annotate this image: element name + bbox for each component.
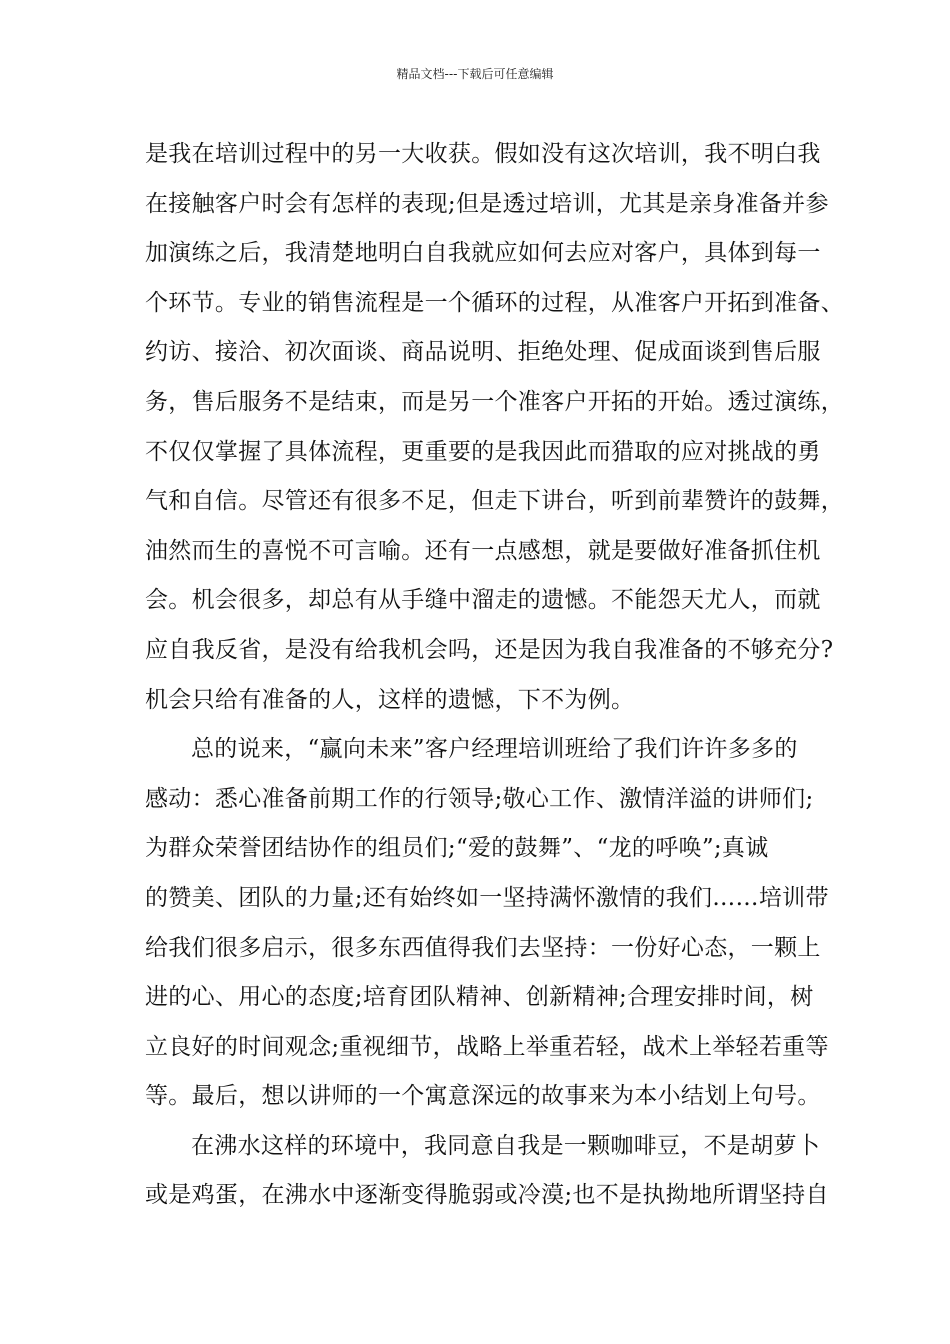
text-line: 进的心、用心的态度;培育团队精神、创新精神;合理安排时间，树 [145, 984, 814, 1011]
text-line: 立良好的时间观念;重视细节，战略上举重若轻，战术上举轻若重等 [145, 1033, 829, 1060]
text-line: 不仅仅掌握了具体流程，更重要的是我因此而猎取的应对挑战的勇 [145, 438, 821, 465]
text-line: 气和自信。尽管还有很多不足，但走下讲台，听到前辈赞许的鼓舞， [145, 488, 844, 515]
paragraph-start-line: 总的说来，“赢向未来”客户经理培训班给了我们许许多多的 [191, 736, 798, 763]
text-line: 给我们很多启示，很多东西值得我们去坚持：一份好心态，一颗上 [145, 934, 821, 961]
text-line: 或是鸡蛋，在沸水中逐渐变得脆弱或冷漠;也不是执拗地所谓坚持自 [145, 1182, 829, 1209]
text-line: 务，售后服务不是结束，而是另一个准客户开拓的开始。透过演练， [145, 388, 844, 415]
text-line: 机会只给有准备的人，这样的遗憾，下不为例。 [145, 686, 635, 713]
text-line: 应自我反省，是没有给我机会吗，还是因为我自我准备的不够充分? [145, 636, 834, 663]
text-line: 为群众荣誉团结协作的组员们;“爱的鼓舞”、“龙的呼唤”;真诚 [145, 835, 769, 862]
text-line: 的赞美、团队的力量;还有始终如一坚持满怀激情的我们……培训带 [145, 884, 829, 911]
text-line: 会。机会很多，却总有从手缝中溜走的遗憾。不能怨天尤人，而就 [145, 587, 821, 614]
text-line: 感动：悉心准备前期工作的行领导;敬心工作、激情洋溢的讲师们; [145, 785, 814, 812]
body-text [145, 130, 844, 1221]
text-line: 约访、接洽、初次面谈、商品说明、拒绝处理、促成面谈到售后服 [145, 339, 821, 366]
text-line: 是我在培训过程中的另一大收获。假如没有这次培训，我不明白我 [145, 141, 821, 167]
text-line: 在接触客户时会有怎样的表现;但是透过培训，尤其是亲身准备并参 [145, 190, 829, 217]
paragraph-start-line: 在沸水这样的环境中，我同意自我是一颗咖啡豆，不是胡萝卜 [191, 1132, 821, 1159]
page-header: 精品文档---下载后可任意编辑 [396, 67, 554, 81]
text-line: 个环节。专业的销售流程是一个循环的过程，从准客户开拓到准备、 [145, 289, 844, 316]
text-line: 加演练之后，我清楚地明白自我就应如何去应对客户，具体到每一 [145, 240, 821, 267]
text-line: 油然而生的喜悦不可言喻。还有一点感想，就是要做好准备抓住机 [145, 537, 821, 564]
text-line: 等。最后，想以讲师的一个寓意深远的故事来为本小结划上句号。 [145, 1083, 821, 1110]
